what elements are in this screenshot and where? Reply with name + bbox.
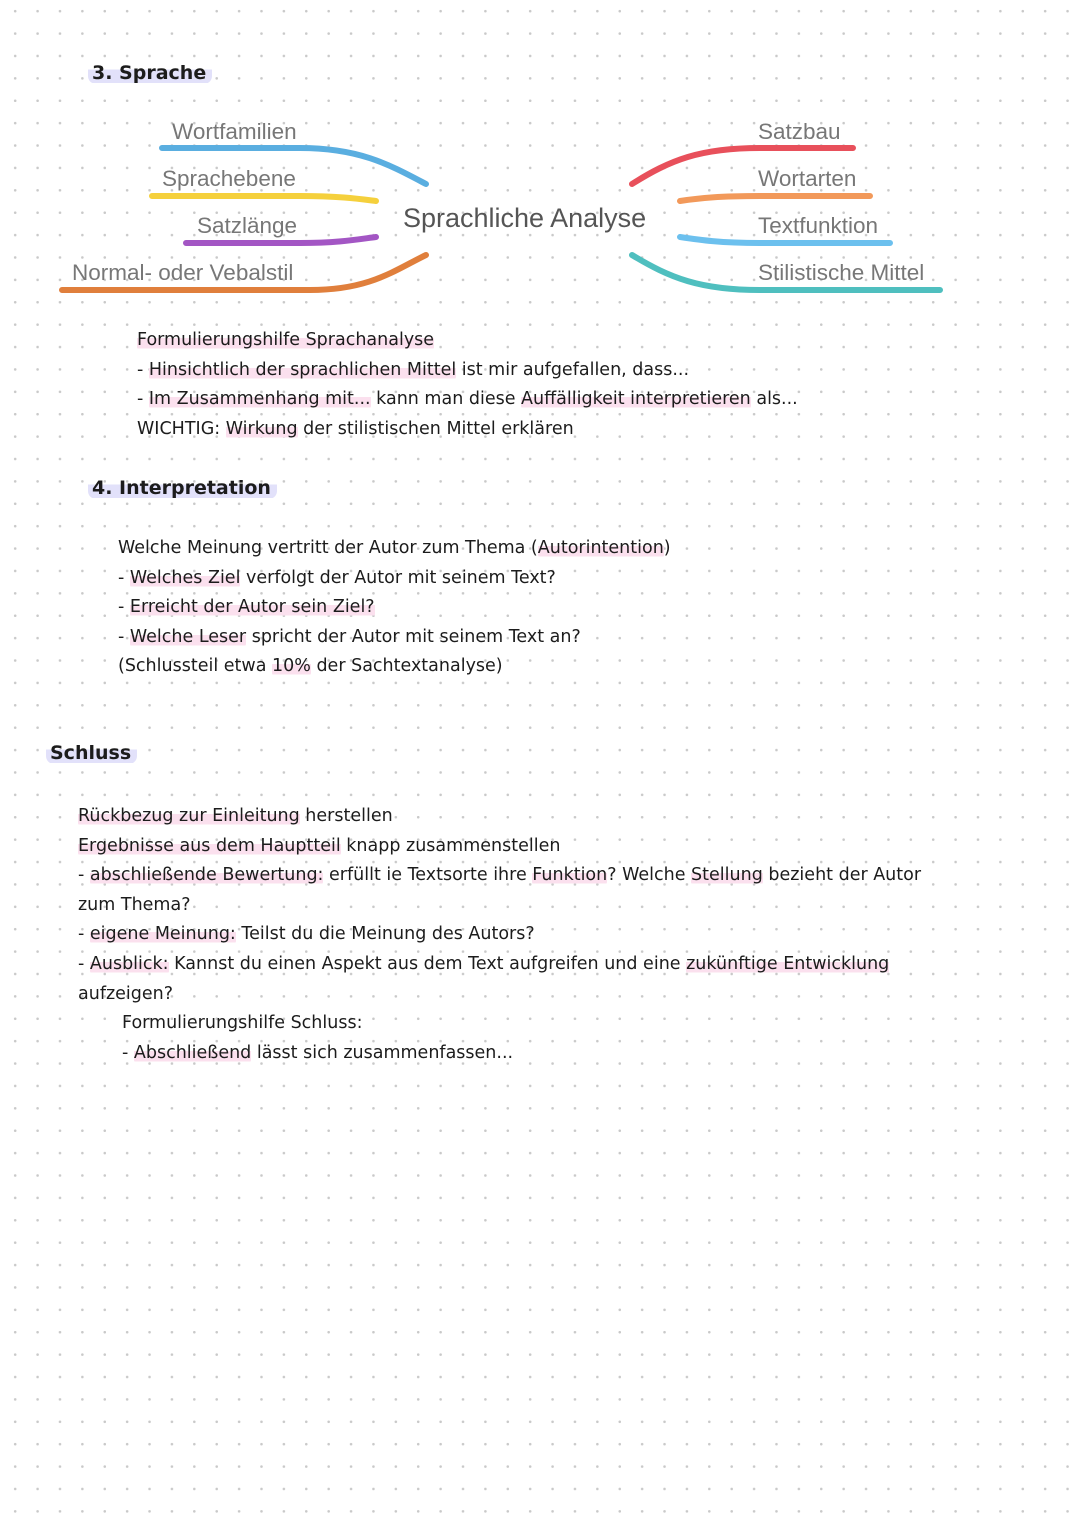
mindmap-label-stilmittel: Stilistische Mittel bbox=[758, 260, 925, 285]
sprachanalyse-title: Formulierungshilfe Sprachanalyse bbox=[137, 330, 435, 350]
sprachanalyse-block bbox=[137, 326, 798, 444]
schluss-line-5: - Ausblick: Kannst du einen Aspekt aus dem Text aufgreifen und eine zukünftige Entwicklung bbox=[78, 953, 890, 974]
schluss-line-4: - eigene Meinung: Teilst du die Meinung des Autors? bbox=[78, 924, 535, 945]
mindmap-label-satzlaenge: Satzlänge bbox=[197, 213, 298, 238]
mindmap-label-satzbau: Satzbau bbox=[758, 119, 841, 144]
schluss-hilfe-title: Formulierungshilfe Schluss: bbox=[122, 1013, 363, 1033]
mindmap-label-textfunktion: Textfunktion bbox=[758, 213, 879, 238]
interpretation-line-1: Welche Meinung vertritt der Autor zum Thema (Autorintention) bbox=[118, 538, 671, 558]
sprachanalyse-line-1: - Hinsichtlich der sprachlichen Mittel ist mir aufgefallen, dass... bbox=[137, 359, 690, 380]
interpretation-line-2: - Welches Ziel verfolgt der Autor mit seinem Text? bbox=[118, 567, 556, 588]
branch-sprachebene bbox=[152, 196, 376, 201]
schluss-line-2: Ergebnisse aus dem Hauptteil knapp zusammenstellen bbox=[78, 835, 561, 856]
schluss-block bbox=[78, 802, 921, 1009]
section-heading-sprache: 3. Sprache bbox=[88, 62, 212, 84]
mindmap-center: Sprachliche Analyse bbox=[403, 203, 647, 233]
schluss-line-1: Rückbezug zur Einleitung herstellen bbox=[78, 806, 393, 826]
schluss-line-3b: zum Thema? bbox=[78, 894, 191, 915]
interpretation-line-4: - Welche Leser spricht der Autor mit seinem Text an? bbox=[118, 626, 581, 647]
mindmap-label-sprachebene: Sprachebene bbox=[162, 166, 296, 191]
sprachanalyse-line-2: - Im Zusammenhang mit... kann man diese Auffälligkeit interpretieren als... bbox=[137, 389, 798, 410]
interpretation-line-3: - Erreicht der Autor sein Ziel? bbox=[118, 597, 375, 618]
interpretation-block bbox=[118, 534, 671, 682]
schluss-hilfe-block bbox=[122, 1009, 513, 1068]
interpretation-line-5: (Schlussteil etwa 10% der Sachtextanalyse) bbox=[118, 656, 503, 677]
branch-wortarten bbox=[680, 196, 870, 201]
sprachanalyse-line-3: WICHTIG: Wirkung der stilistischen Mittel erklären bbox=[137, 418, 574, 439]
schluss-hilfe-line: - Abschließend lässt sich zusammenfassen... bbox=[122, 1042, 514, 1063]
section-heading-schluss: Schluss bbox=[46, 742, 137, 764]
mindmap-label-normalstil: Normal- oder Vebalstil bbox=[72, 260, 294, 285]
schluss-line-5b: aufzeigen? bbox=[78, 983, 174, 1004]
mindmap-label-wortfamilien: Wortfamilien bbox=[172, 119, 297, 144]
section-heading-interpretation: 4. Interpretation bbox=[88, 477, 277, 499]
mindmap-label-wortarten: Wortarten bbox=[758, 166, 857, 191]
schluss-line-3: - abschließende Bewertung: erfüllt ie Textsorte ihre Funktion? Welche Stellung bezieht der Autor bbox=[78, 865, 922, 886]
